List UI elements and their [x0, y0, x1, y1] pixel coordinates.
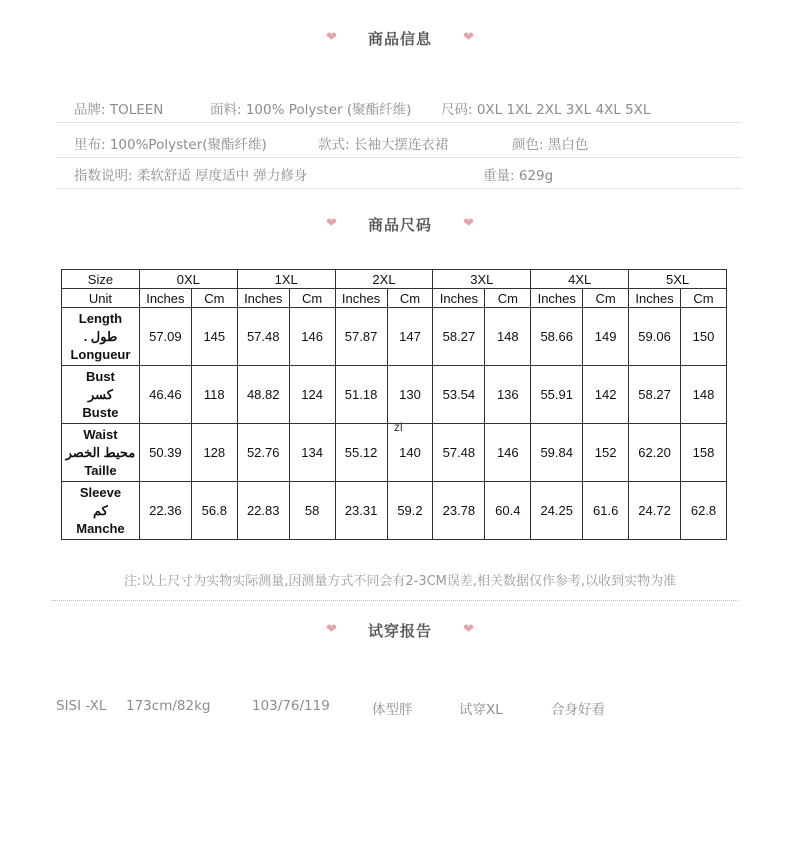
- unit-cell: Inches: [237, 289, 289, 308]
- measurement-row: [62, 482, 727, 540]
- size-chart-table: [61, 269, 727, 540]
- measurement-value-cell: 140: [387, 424, 433, 482]
- measurement-value-cell: 24.72: [629, 482, 681, 540]
- tryon-size: 试穿XL: [459, 702, 503, 718]
- tryon-measurements: 103/76/119: [252, 698, 330, 714]
- unit-cell: Inches: [139, 289, 191, 308]
- measurement-value-cell: 142: [583, 366, 629, 424]
- unit-cell: Cm: [191, 289, 237, 308]
- unit-cell: Inches: [531, 289, 583, 308]
- measurement-value-cell: 57.09: [139, 308, 191, 366]
- measurement-value-cell: 134: [289, 424, 335, 482]
- measurement-name-ar: طول .: [83, 328, 118, 344]
- measurement-name-ar: كم: [93, 502, 108, 518]
- measurement-value-cell: 58.27: [629, 366, 681, 424]
- measurement-value-cell: 146: [289, 308, 335, 366]
- heart-icon: ❤: [325, 216, 337, 231]
- measurement-value-cell: 57.87: [335, 308, 387, 366]
- measurement-value-cell: 62.8: [681, 482, 727, 540]
- heart-icon: ❤: [463, 30, 474, 45]
- measurement-value-cell: 48.82: [237, 366, 289, 424]
- info-brand: 品牌: TOLEEN: [74, 102, 164, 118]
- measurement-name-en: Bust: [86, 368, 115, 384]
- size-cell: 0XL: [139, 270, 237, 289]
- measurement-value-cell: 145: [191, 308, 237, 366]
- measurement-value-cell: 55.91: [531, 366, 583, 424]
- info-weight: 重量: 629g: [483, 168, 554, 184]
- measurement-value-cell: 57.48: [237, 308, 289, 366]
- measurement-value-cell: 128: [191, 424, 237, 482]
- measurement-value-cell: 58: [289, 482, 335, 540]
- measurement-value-cell: 23.31: [335, 482, 387, 540]
- size-cell: 4XL: [531, 270, 629, 289]
- measurement-name-fr: Manche: [76, 520, 125, 536]
- measurement-value-cell: 130: [387, 366, 433, 424]
- measurement-value-cell: 60.4: [485, 482, 531, 540]
- measurement-row: [62, 308, 727, 366]
- size-header-row: [62, 270, 727, 289]
- measurement-value-cell: 56.8: [191, 482, 237, 540]
- size-cell: 5XL: [629, 270, 727, 289]
- note-divider: [52, 600, 738, 601]
- measurement-name-cell: [62, 424, 140, 482]
- section-label: 商品信息: [367, 30, 432, 48]
- stray-mark: zl: [394, 420, 403, 434]
- measurement-note: 注:以上尺寸为实物实际测量,因测量方式不同会有2-3CM误差,相关数据仅作参考,以收到实物为准: [123, 574, 677, 589]
- tryon-fit: 合身好看: [551, 702, 605, 718]
- measurement-name-ar: محيط الخصر: [65, 444, 136, 460]
- unit-cell: Inches: [629, 289, 681, 308]
- measurement-value-cell: 150: [681, 308, 727, 366]
- measurement-name-fr: Buste: [82, 404, 119, 420]
- measurement-name-cell: [62, 366, 140, 424]
- size-label-cell: Size: [62, 270, 140, 289]
- measurement-value-cell: 62.20: [629, 424, 681, 482]
- measurement-name-en: Sleeve: [79, 484, 122, 500]
- measurement-value-cell: 148: [485, 308, 531, 366]
- measurement-name-cell: [62, 482, 140, 540]
- unit-cell: Cm: [583, 289, 629, 308]
- measurement-value-cell: 57.48: [433, 424, 485, 482]
- unit-cell: Cm: [485, 289, 531, 308]
- section-label: 试穿报告: [367, 622, 432, 640]
- info-size: 尺码: 0XL 1XL 2XL 3XL 4XL 5XL: [441, 102, 651, 118]
- measurement-name-en: Waist: [83, 426, 118, 442]
- unit-cell: Inches: [335, 289, 387, 308]
- measurement-row: [62, 366, 727, 424]
- measurement-value-cell: 61.6: [583, 482, 629, 540]
- section-title-try-on: [0, 620, 800, 641]
- measurement-value-cell: 158: [681, 424, 727, 482]
- measurement-value-cell: 148: [681, 366, 727, 424]
- info-color: 颜色: 黑白色: [512, 137, 589, 153]
- measurement-value-cell: 58.66: [531, 308, 583, 366]
- info-row-1: [56, 92, 742, 123]
- measurement-name-cell: [62, 308, 140, 366]
- info-fabric: 面料: 100% Polyster (聚酯纤维): [210, 102, 412, 118]
- tryon-body-type: 体型胖: [372, 702, 413, 718]
- size-cell: 2XL: [335, 270, 433, 289]
- measurement-value-cell: 22.36: [139, 482, 191, 540]
- measurement-name-ar: كسر: [87, 386, 113, 402]
- measurement-value-cell: 59.06: [629, 308, 681, 366]
- measurement-value-cell: 53.54: [433, 366, 485, 424]
- unit-cell: Cm: [387, 289, 433, 308]
- unit-label-cell: Unit: [62, 289, 140, 308]
- tryon-height-weight: 173cm/82kg: [126, 698, 211, 714]
- measurement-value-cell: 149: [583, 308, 629, 366]
- measurement-value-cell: 59.84: [531, 424, 583, 482]
- measurement-value-cell: 46.46: [139, 366, 191, 424]
- measurement-value-cell: 51.18: [335, 366, 387, 424]
- unit-cell: Inches: [433, 289, 485, 308]
- measurement-value-cell: 59.2: [387, 482, 433, 540]
- measurement-value-cell: 23.78: [433, 482, 485, 540]
- measurement-value-cell: 146: [485, 424, 531, 482]
- measurement-value-cell: 55.12: [335, 424, 387, 482]
- info-lining: 里布: 100%Polyster(聚酯纤维): [74, 137, 267, 153]
- size-cell: 1XL: [237, 270, 335, 289]
- section-label: 商品尺码: [367, 216, 432, 234]
- measurement-value-cell: 147: [387, 308, 433, 366]
- measurement-value-cell: 118: [191, 366, 237, 424]
- heart-icon: ❤: [325, 30, 337, 45]
- heart-icon: ❤: [463, 622, 474, 637]
- heart-icon: ❤: [325, 622, 337, 637]
- measurement-value-cell: 152: [583, 424, 629, 482]
- measurement-name-fr: Taille: [84, 462, 117, 478]
- unit-header-row: [62, 289, 727, 308]
- measurement-value-cell: 24.25: [531, 482, 583, 540]
- info-row-2: [56, 127, 742, 158]
- measurement-name-en: Length: [78, 310, 123, 326]
- info-row-3: [56, 158, 742, 189]
- measurement-value-cell: 52.76: [237, 424, 289, 482]
- measurement-value-cell: 50.39: [139, 424, 191, 482]
- measurement-value-cell: 58.27: [433, 308, 485, 366]
- info-index: 指数说明: 柔软舒适 厚度适中 弹力修身: [74, 168, 308, 184]
- measurement-value-cell: 124: [289, 366, 335, 424]
- heart-icon: ❤: [463, 216, 474, 231]
- measurement-name-fr: Longueur: [70, 346, 131, 362]
- measurement-value-cell: 22.83: [237, 482, 289, 540]
- section-title-product-info: [0, 28, 800, 49]
- unit-cell: Cm: [289, 289, 335, 308]
- measurement-value-cell: 136: [485, 366, 531, 424]
- unit-cell: Cm: [681, 289, 727, 308]
- section-title-size-chart: [0, 214, 800, 235]
- tryon-model: SISI -XL: [56, 698, 107, 714]
- size-cell: 3XL: [433, 270, 531, 289]
- info-style: 款式: 长袖大摆连衣裙: [318, 137, 449, 153]
